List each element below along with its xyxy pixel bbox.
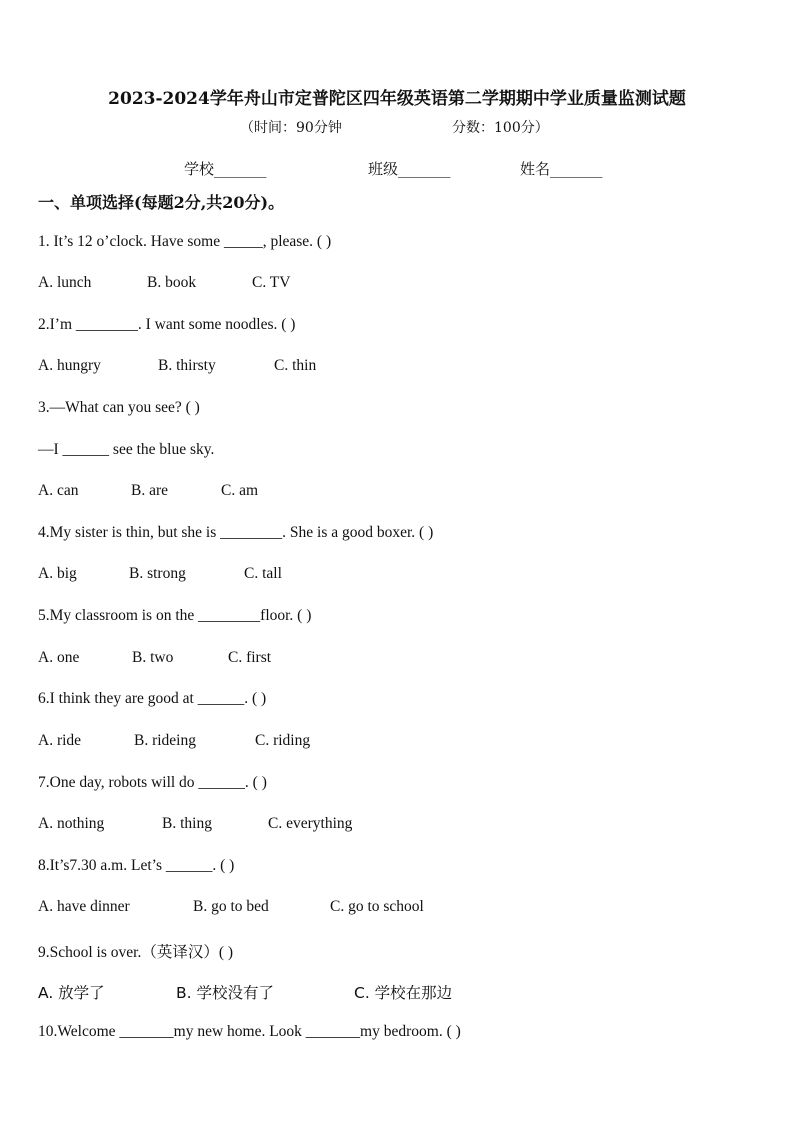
question-8-stem: 8.It’s7.30 a.m. Let’s ______. ( ) — [38, 857, 235, 874]
question-1-option-b: B. book — [147, 274, 197, 291]
question-9-option-a: A. 放学了 — [38, 984, 105, 1002]
question-1-stem: 1. It’s 12 o’clock. Have some _____, please. ( ) — [38, 233, 332, 250]
exam-title: 2023-2024学年舟山市定普陀区四年级英语第二学期期中学业质量监测试题 — [108, 89, 686, 109]
question-4-stem: 4.My sister is thin, but she is ________. She is a good boxer. ( ) — [38, 524, 434, 541]
question-3-stem-reply: —I ______ see the blue sky. — [38, 441, 215, 458]
question-7-option-b: B. thing — [162, 815, 212, 832]
question-5-stem: 5.My classroom is on the ________floor. ( ) — [38, 607, 312, 624]
question-9-stem: 9.School is over.（英译汉）( ) — [38, 944, 234, 961]
question-3-option-b: B. are — [131, 482, 169, 499]
question-2-option-a: A. hungry — [38, 357, 101, 374]
question-3-option-a: A. can — [38, 482, 79, 499]
class-field: 班级_______ — [368, 160, 451, 178]
school-field: 学校_______ — [184, 160, 267, 178]
question-6-option-b: B. rideing — [134, 732, 196, 749]
question-2-option-b: B. thirsty — [158, 357, 216, 374]
question-8-option-b: B. go to bed — [193, 898, 269, 915]
question-4-option-b: B. strong — [129, 565, 186, 582]
question-2-stem: 2.I’m ________. I want some noodles. ( ) — [38, 316, 296, 333]
question-6-stem: 6.I think they are good at ______. ( ) — [38, 690, 267, 707]
exam-time: （时间：90分钟 — [240, 120, 342, 136]
question-8-option-a: A. have dinner — [38, 898, 130, 915]
exam-score: 分数：100分） — [452, 120, 549, 136]
question-10-stem: 10.Welcome _______my new home. Look _______my bedroom. ( ) — [38, 1023, 461, 1040]
question-2-option-c: C. thin — [274, 357, 317, 374]
question-7-stem: 7.One day, robots will do ______. ( ) — [38, 774, 267, 791]
question-4-option-c: C. tall — [244, 565, 282, 582]
name-field: 姓名_______ — [520, 160, 603, 178]
question-6-option-a: A. ride — [38, 732, 82, 749]
question-8-option-c: C. go to school — [330, 898, 424, 915]
question-7-option-c: C. everything — [268, 815, 353, 832]
question-4-option-a: A. big — [38, 565, 77, 582]
question-5-option-c: C. first — [228, 649, 272, 666]
question-5-option-a: A. one — [38, 649, 80, 666]
question-1-option-a: A. lunch — [38, 274, 92, 291]
section-title: 一、单项选择(每题2分,共20分)。 — [38, 193, 285, 212]
question-3-stem: 3.—What can you see? ( ) — [38, 399, 200, 416]
question-5-option-b: B. two — [132, 649, 174, 666]
question-6-option-c: C. riding — [255, 732, 311, 749]
question-1-option-c: C. TV — [252, 274, 291, 291]
question-9-option-c: C. 学校在那边 — [354, 984, 453, 1002]
question-9-option-b: B. 学校没有了 — [176, 984, 274, 1002]
question-3-option-c: C. am — [221, 482, 259, 499]
question-7-option-a: A. nothing — [38, 815, 105, 832]
